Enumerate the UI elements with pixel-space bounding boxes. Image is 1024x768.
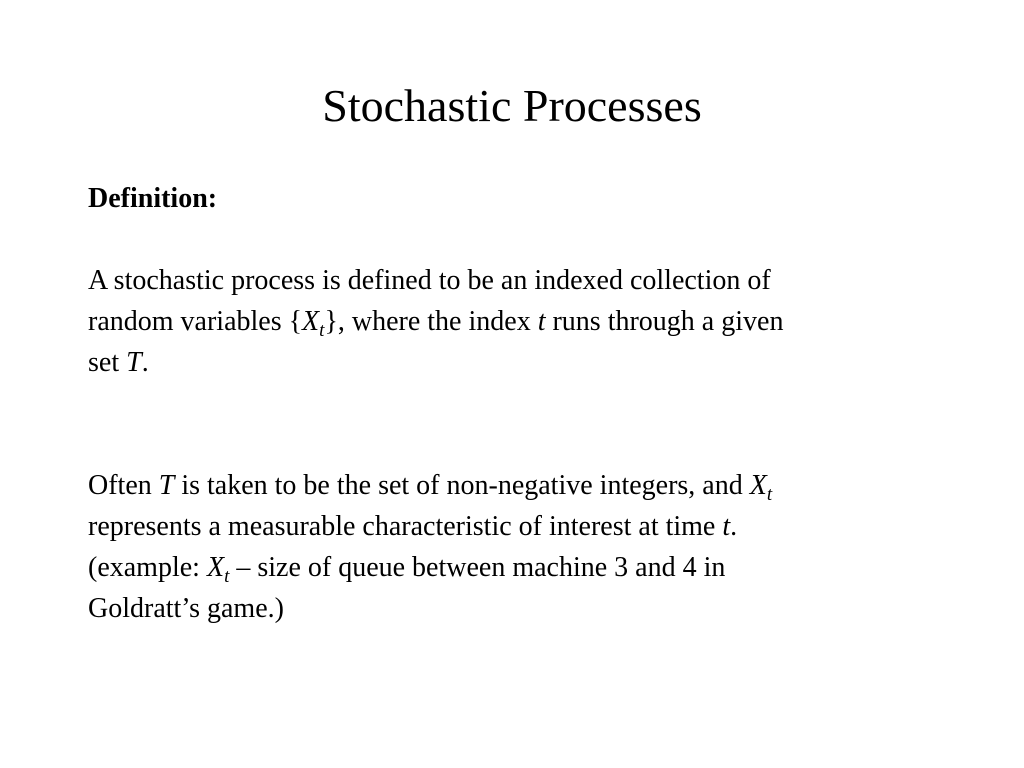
example-line-4: Goldratt’s game.)	[88, 593, 284, 624]
var-T: T	[126, 347, 142, 378]
definition-line-2: random variables $\{X_t\}$, where the index t runs through a given	[88, 306, 784, 341]
var-x: X	[206, 552, 225, 583]
var-x: X	[302, 306, 320, 337]
definition-paragraph	[88, 260, 968, 383]
subscript-t: t	[224, 566, 230, 587]
var-x: X	[749, 470, 767, 501]
definition-line-1: A stochastic process is defined to be an indexed collection of	[88, 265, 771, 296]
subscript-t: t	[766, 484, 773, 505]
spacer	[88, 219, 968, 260]
var-t: t	[537, 306, 546, 337]
definition-heading: Definition:	[88, 183, 218, 214]
example-line-1: Often T is taken to be the set of non-negative integers, and $X_t$	[88, 470, 773, 505]
slide-body	[88, 178, 968, 629]
example-line-3: (example: $X_t$ – size of queue between machine 3 and 4 in	[88, 552, 726, 587]
definition-line-3: set T.	[88, 347, 149, 378]
subscript-t: t	[319, 320, 325, 341]
example-paragraph	[88, 465, 968, 629]
var-t: t	[722, 511, 731, 542]
var-T: T	[158, 470, 175, 501]
spacer	[88, 383, 968, 465]
slide-title: Stochastic Processes	[322, 80, 702, 131]
example-line-2: represents a measurable characteristic of interest at time t.	[88, 511, 738, 542]
